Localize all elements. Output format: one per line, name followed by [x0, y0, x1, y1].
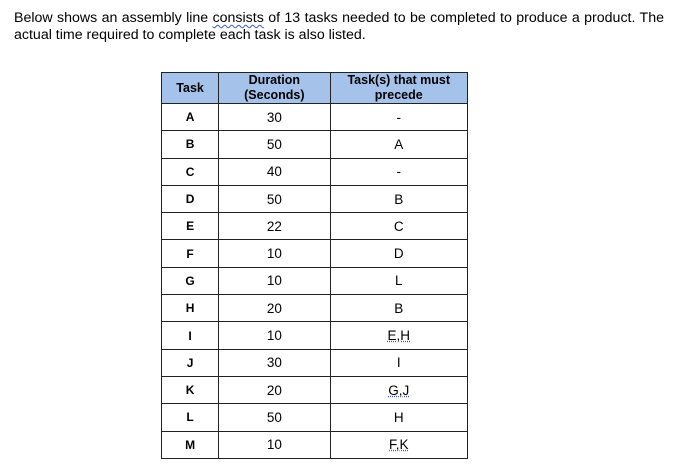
table-row: [162, 185, 468, 212]
table-row: [162, 240, 468, 267]
task-cell: B: [162, 131, 219, 158]
task-cell: F: [162, 240, 219, 267]
precede-cell: A: [330, 131, 467, 158]
precede-cell: -: [330, 158, 467, 185]
table-row: [162, 104, 468, 131]
table-row: [162, 158, 468, 185]
precede-cell: H: [330, 404, 467, 431]
task-cell: I: [162, 322, 219, 349]
duration-cell: 40: [219, 158, 330, 185]
task-cell: E: [162, 213, 219, 240]
duration-cell: 10: [219, 322, 330, 349]
duration-cell: 30: [219, 349, 330, 376]
duration-cell: 22: [219, 213, 330, 240]
task-cell: J: [162, 349, 219, 376]
intro-text-end: of 13 tasks needed to be completed to produce a product. The actual time required to complete each task is also listed.: [14, 10, 664, 43]
task-cell: C: [162, 158, 219, 185]
task-cell: M: [162, 431, 219, 458]
precede-value: G,J: [388, 382, 410, 398]
duration-cell: 50: [219, 185, 330, 212]
precede-cell: C: [330, 213, 467, 240]
table-row: [162, 213, 468, 240]
duration-cell: 50: [219, 131, 330, 158]
spellcheck-flagged-word[interactable]: consists: [212, 10, 264, 26]
task-cell: H: [162, 295, 219, 322]
duration-cell: 10: [219, 267, 330, 294]
precede-cell: [330, 376, 467, 403]
table-row: [162, 295, 468, 322]
intro-paragraph: [14, 10, 664, 44]
header-duration: Duration (Seconds): [219, 73, 330, 104]
duration-cell: 50: [219, 404, 330, 431]
precede-cell: B: [330, 295, 467, 322]
table-row: [162, 431, 468, 458]
header-precede: Task(s) that must precede: [330, 73, 467, 104]
precede-cell: -: [330, 104, 467, 131]
precede-cell: [330, 322, 467, 349]
table-row: [162, 404, 468, 431]
task-table: [161, 72, 468, 459]
table-row: [162, 267, 468, 294]
table-header-row: [162, 73, 468, 104]
task-cell: K: [162, 376, 219, 403]
duration-cell: 20: [219, 295, 330, 322]
precede-cell: B: [330, 185, 467, 212]
precede-cell: [330, 431, 467, 458]
table-row: [162, 131, 468, 158]
header-task: Task: [162, 73, 219, 104]
table-row: [162, 349, 468, 376]
precede-cell: D: [330, 240, 467, 267]
task-cell: G: [162, 267, 219, 294]
duration-cell: 20: [219, 376, 330, 403]
precede-value: E,H: [387, 328, 411, 344]
task-cell: A: [162, 104, 219, 131]
duration-cell: 30: [219, 104, 330, 131]
table-row: [162, 376, 468, 403]
precede-cell: L: [330, 267, 467, 294]
task-cell: L: [162, 404, 219, 431]
duration-cell: 10: [219, 240, 330, 267]
precede-cell: I: [330, 349, 467, 376]
table-row: [162, 322, 468, 349]
task-cell: D: [162, 185, 219, 212]
intro-text-start: Below shows an assembly line: [14, 10, 213, 26]
duration-cell: 10: [219, 431, 330, 458]
precede-value: F,K: [389, 437, 409, 453]
